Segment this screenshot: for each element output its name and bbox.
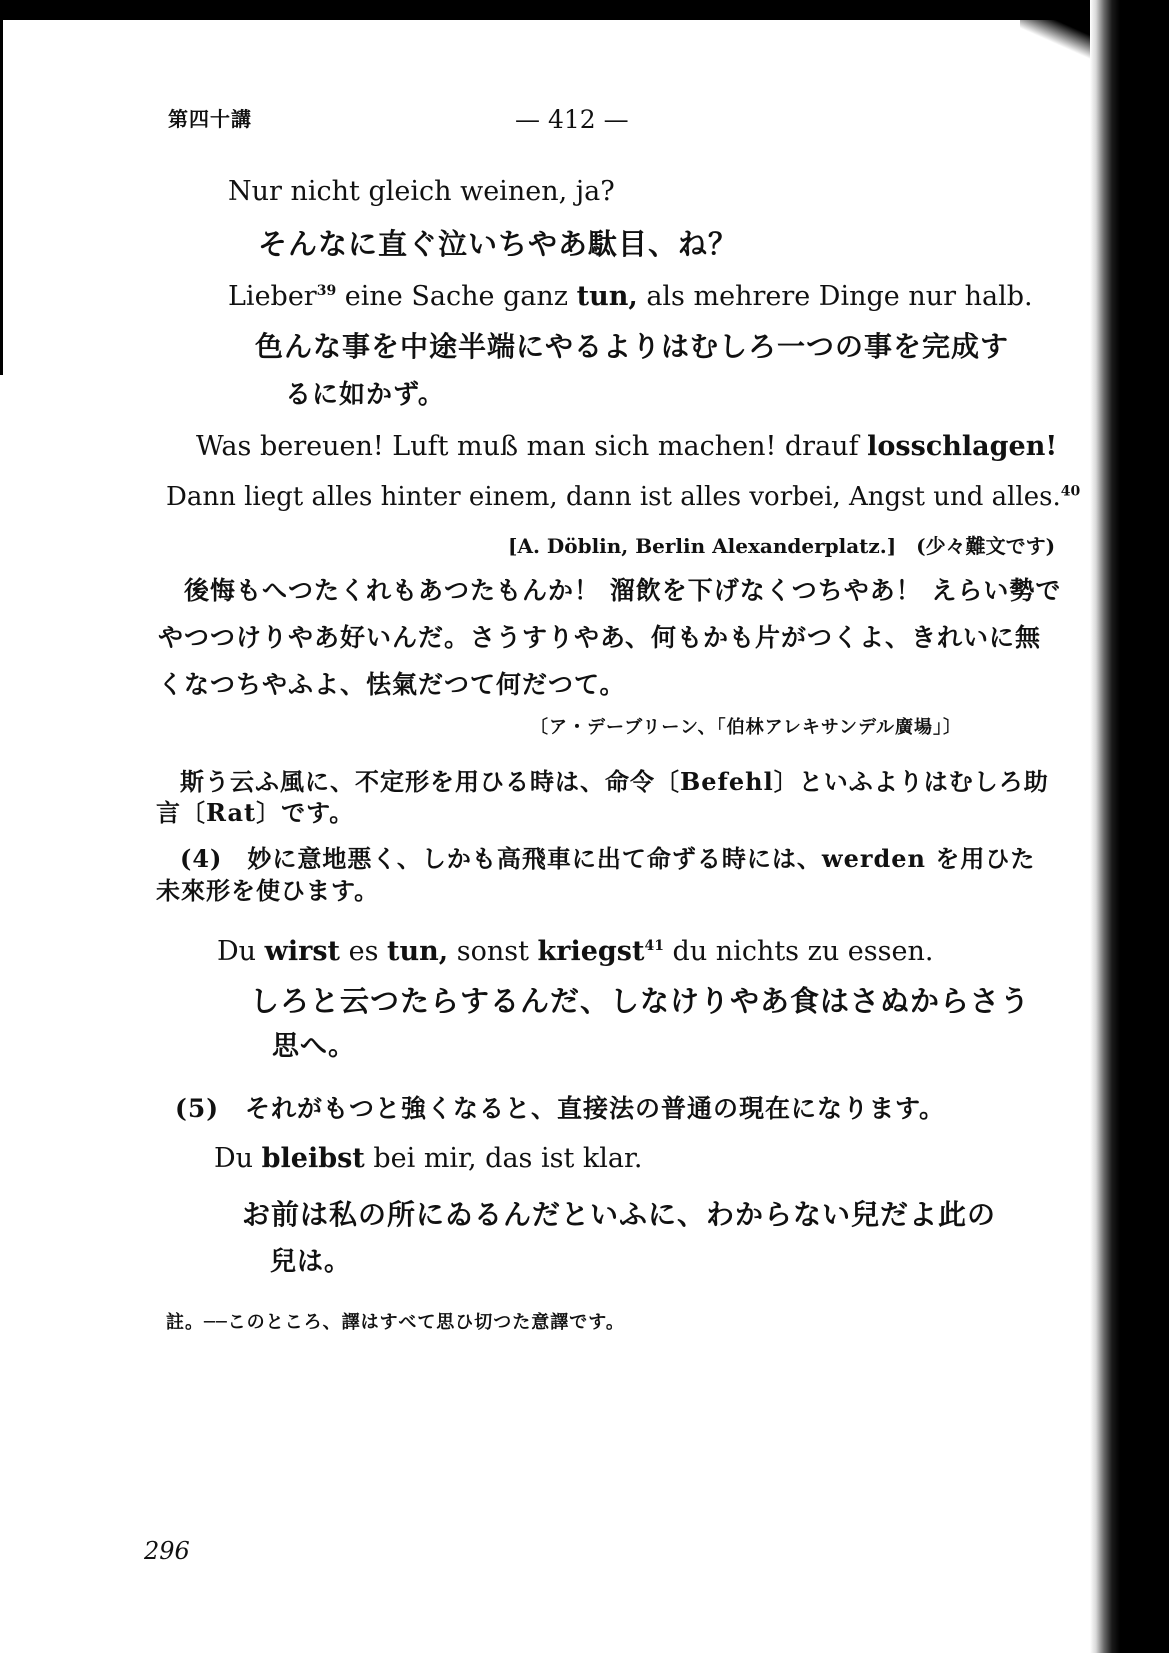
chapter-header: 第四十講 [168,107,252,131]
german-line-6-a: Du [214,1143,262,1174]
japanese-line-7: (5) それがもつと強くなると、直接法の普通の現在になります。 [175,1094,946,1123]
german-line-4-text: Dann liegt alles hinter einem, dann ist alles vorbei, Angst und alles. [166,482,1061,512]
german-line-6-bold: bleibst [261,1143,365,1174]
japanese-line-2a: 色んな事を中途半端にやるよりはむしろ一つの事を完成す [255,330,1010,363]
japanese-line-8b: 兒は。 [270,1247,352,1277]
german-line-6-b: bei mir, das ist klar. [364,1143,643,1174]
japanese-line-8a: お前は私の所にゐるんだといふに、わからない兒だよ此の [242,1198,997,1231]
german-line-2-mid: eine Sache ganz [336,281,577,312]
german-line-5-d: du nichts zu essen. [663,936,934,967]
citation-doblin: [A. Döblin, Berlin Alexanderplatz.] (少々難文です) [508,534,1056,558]
japanese-line-4a: 斯う云ふ風に、不定形を用ひる時は、命令〔Befehl〕といふよりはむしろ助 [180,767,1049,796]
german-line-3 [196,430,1057,464]
german-line-6 [214,1142,643,1176]
german-line-3-bold: losschlagen! [867,431,1058,462]
japanese-line-1: そんなに直ぐ泣いちやあ駄目、ね？ [258,227,739,261]
page-folio: 296 [144,1537,190,1565]
citation-japanese: 〔ア・デーブリーン、「伯林アレキサンデル廣場」〕 [530,717,963,738]
german-line-5-bold-2: tun, [387,936,449,967]
japanese-line-6a: しろと云つたらするんだ、しなけりやあ食はさぬからさう [250,984,1031,1018]
footnote-ref-39: 39 [316,283,337,299]
german-line-3-text: Was bereuen! Luft muß man sich machen! drauf [196,431,868,462]
japanese-line-3a: 後悔もへつたくれもあつたもんか！ 溜飲を下げなくつちやあ！ えらい勢で [184,576,1062,605]
japanese-line-6b: 思へ。 [272,1031,356,1062]
german-line-5-a: Du [217,936,265,967]
german-line-1 [228,175,615,209]
japanese-line-4b: 言〔Rat〕です。 [156,798,355,827]
german-line-2 [228,280,1033,314]
scan-right-border [1090,0,1169,1653]
japanese-line-2b: るに如かず。 [285,380,445,410]
scan-top-border [0,0,1169,20]
german-line-5-c: sonst [448,936,538,967]
german-line-2-end: als mehrere Dinge nur halb. [637,281,1033,312]
japanese-line-3c: くなつちやふよ、怯氣だつて何だつて。 [158,670,626,699]
german-line-2-bold: tun, [576,281,638,312]
german-line-1-text: Nur nicht gleich weinen, ja? [228,176,615,207]
japanese-line-5a: (4) 妙に意地悪く、しかも高飛車に出て命ずる時には、werden を用ひた [180,844,1036,873]
scan-left-border [0,20,3,375]
german-line-5-bold-3: kriegst [537,936,645,967]
japanese-line-5b: 未來形を使ひます。 [156,876,380,905]
translation-footnote: 註。──このところ、譯はすべて思ひ切つた意譯です。 [166,1312,625,1333]
footnote-ref-40: 40 [1060,483,1081,500]
german-line-4 [166,480,1080,514]
footnote-ref-41: 41 [644,938,664,954]
german-line-2-start: Lieber [228,281,317,312]
german-line-5 [217,935,933,969]
page-number: — 412 — [515,105,629,134]
german-line-5-bold-1: wirst [264,936,341,967]
japanese-line-3b: やつつけりやあ好いんだ。さうすりやあ、何もかも片がつくよ、きれいに無 [158,623,1042,652]
german-line-5-b: es [340,936,388,967]
